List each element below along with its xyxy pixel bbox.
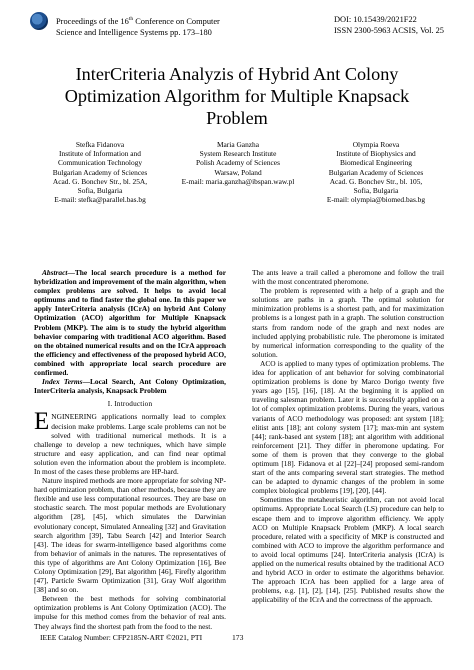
running-header-right [334, 14, 444, 36]
section-heading-introduction: I. Introduction [107, 400, 153, 409]
footer-catalog: IEEE Catalog Number: CFP2185N-ART ©2021, PTI [40, 633, 203, 642]
right-paragraph-3: ACO is applied to many types of optimization problems. The idea for application of ant behavior for solving combinatorial optimization problems is done by Marco Dorigo twenty five years ago [15], [16], [18]. At the beginning it is applied on traveling salesman problem. Later it is successfully applied on a lot of complex optimization problems. During the years, various variants of ACO methodology was proposed: ant system [18]; elitist ants [18]; ant colony system [17]; max-min ant system [44]; rank-based ant system [18]; ant algorithm with additional reinforcement [21]. They differ in pheromone updating. For some of them is proven that they converge to the global optimum [18]. Fidanova et al [22]–[24] proposed semi-random start of the ants comparing several start strategies. The method can be adapted to dynamic changes of the problem in some complex biological problems [19], [20], [44]. [252, 358, 444, 496]
intro-paragraph-1: ENGINEERING applications normally lead to complex decision make problems. Large scale problems can not be solved with traditional numerical methods. It is a challenge to develop a new techniques, which have simple structure and easy application, and can find near optimal solution even the information about the problem is incomplete. In most of the cases these problems are HP-hard. [34, 408, 226, 476]
drop-cap: E [34, 408, 50, 436]
right-column [252, 268, 444, 604]
author-block-2: Maria Ganzha System Research Institute Polish Academy of Sciences Warsaw, Poland E-mail: maria.ganzha@ibspan.waw.pl [181, 140, 295, 186]
header-doi: DOI: 10.15439/2021F22 [334, 15, 417, 24]
author-block-3: Olympia Roeva Institute of Biophysics and Biomedical Engineering Bulgarian Academy of Sciences Acad. G. Bonchev Str., bl. 105, Sofia, Bulgaria E-mail: olympia@biomed.bas.bg [326, 140, 426, 205]
right-paragraph-2: The problem is represented with a help of a graph and the solutions are paths in a graph. The optimal solution for minimization problems is a shortest path, and for maximization problems is a longest path in a graph. The solution construction starts from random node of the graph and next nodes are included applying probabilistic rule. The pheromone is imitated by numerical information corresponding to the quality of the solution. [252, 286, 444, 359]
header-pages-line: Science and Intelligence Systems pp. 173–180 [56, 27, 212, 37]
right-paragraph-4: Sometimes the metaheuristic algorithm, can not avoid local optimums. Appropriate Local Search (LS) procedure can help to escape them and to improve algorithm efficiency. We apply ACO on Multiple Knapsack Problem (MKP). A local search procedure, related with a specificity of MKP is constructed and combined with ACO to improve the algorithm performance and to avoid local optimums [24]. InterCriteria analysis (ICrA) is applied on the numerical results obtained by the traditional ACO and hybrid ACO in order to estimate the algorithms behavior. The approach ICrA has been applied for a large area of problems, e.g. [1], [2], [14], [25]. Published results show the applicability of the ICrA and the correctness of the approach. [252, 495, 444, 605]
paper-title: InterCriteria Analyzis of Hybrid Ant Colony Optimization Algorithm for Multiple Knapsack Problem [64, 64, 410, 128]
header-proceedings-line: Proceedings of the 16th Conference on Computer [56, 16, 220, 26]
right-paragraph-1: The ants leave a trail called a pheromone and follow the trail with the most concentrated pheromone. [252, 268, 444, 287]
intro-paragraph-2: Nature inspired methods are more appropriate for solving NP-hard optimization problem, than other methods, because they are flexible and use less computational resources. They are base on stochastic search. The most popular methods are Evolutionary algorithm [28], [45], which simulates the Darwinian evolutionary concept, Simulated Annealing [32] and Gravitation search algorithm [39], Tabu Search [42] and Interior Search [43]. The ideas for swarm-intelligence based algorithms come from behavior of animals in the natures. The representatives of this type of algorithms are Ant Colony Optimization [16], Bee Colony Optimization [29], Bat algorithm [46], Firefly algorithm [47], Particle Swarm Optimization [31], Gray Wolf algorithm [38] and so on. [34, 476, 226, 595]
header-issn: ISSN 2300-5963 ACSIS, Vol. 25 [334, 26, 444, 35]
page-number: 173 [232, 633, 244, 642]
intro-paragraph-3: Between the best methods for solving combinatorial optimization problems is Ant Colony Optimization (ACO). The impulse for this method comes from the behavior of real ants. They always find the shortest path from the food to the nest. [34, 594, 226, 631]
acsis-logo-icon [30, 12, 48, 30]
running-header-left [56, 14, 262, 38]
left-column [34, 268, 226, 631]
abstract: Abstract—The local search procedure is a method for hybridization and improvement of the main algorithm, when complex problems are solved. It helps to avoid local optimums and to find faster the global one. In this paper we apply InterCriteria analysis (ICrA) on hybrid Ant Colony Optimization (ACO) algorithm for Multiple Knapsack Problem (MKP). The aim is to study the hybrid algorithm behavior comparing with traditional ACO algorithm. Based on the obtained numerical results and on the ICrA approach the efficiency and effectiveness of the proposed hybrid ACO, combined with appropriate local search procedure are confirmed. [34, 268, 226, 378]
author-block-1: Stefka Fidanova Institute of Information and Communication Technology Bulgarian Academy of Sciences Acad. G. Bonchev Str., bl. 25A, Sofia, Bulgaria E-mail: stefka@parallel.bas.bg [52, 140, 148, 205]
index-terms: Index Terms—Local Search, Ant Colony Optimization, InterCriteria analysis, Knapsack Problem [34, 377, 226, 396]
